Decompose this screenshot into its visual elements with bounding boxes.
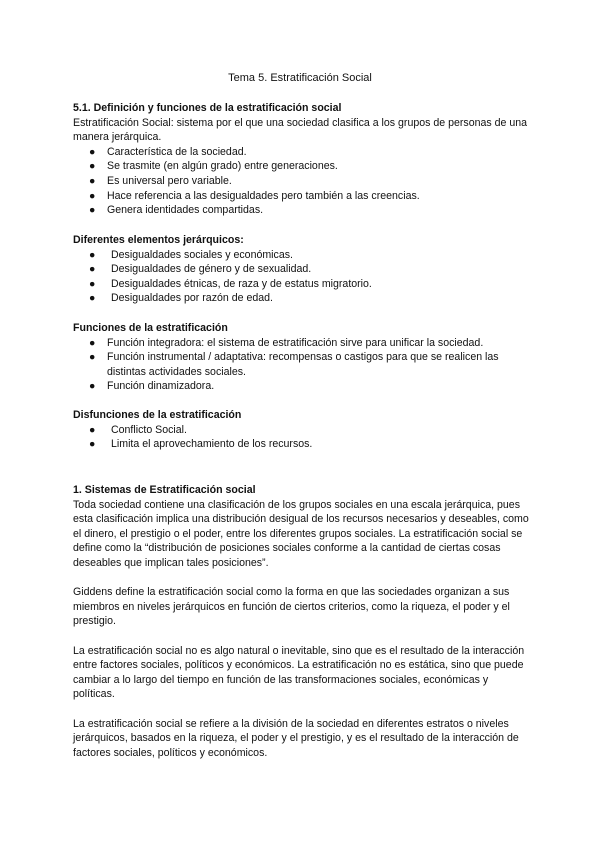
list-item: ● Desigualdades étnicas, de raza y de estatus migratorio. xyxy=(89,277,372,290)
list-item: ● Desigualdades por razón de edad. xyxy=(89,292,273,305)
bullet-icon: ● xyxy=(89,263,96,276)
section-stratification-systems xyxy=(73,483,529,760)
bullet-icon: ● xyxy=(89,438,96,451)
list-item: ● Función integradora: el sistema de estratificación sirve para unificar la sociedad. xyxy=(89,336,484,349)
list-item: ● Hace referencia a las desigualdades pero también a las creencias. xyxy=(89,189,420,202)
bullet-icon: ● xyxy=(89,189,96,202)
bullet-icon: ● xyxy=(89,248,96,261)
bullet-icon: ● xyxy=(89,292,96,305)
section-definition xyxy=(73,101,533,218)
bullet-icon: ● xyxy=(89,145,96,158)
section-functions xyxy=(73,321,533,394)
list-item: ● Limita el aprovechamiento de los recursos. xyxy=(89,438,313,451)
paragraph: Toda sociedad contiene una clasificación de los grupos sociales en una escala jerárquica, pues esta clasificación implica una distribución desigual de los recursos necesarios y deseables, como el dinero, el prestigio o el poder, entre los diferentes grupos sociales. La estratificación social se define como la “distribución de posiciones sociales conforme a la cantidad de ciertas cosas deseables que implican tales posiciones”. xyxy=(73,498,529,569)
section-heading: Diferentes elementos jerárquicos: xyxy=(73,234,244,246)
list-item: ● Función instrumental / adaptativa: recompensas o castigos para que se realicen las distintas actividades sociales. xyxy=(89,351,499,378)
bullet-icon: ● xyxy=(89,174,96,187)
bullet-list xyxy=(73,145,533,218)
section-dysfunctions xyxy=(73,408,533,452)
paragraph: La estratificación social no es algo natural o inevitable, sino que es el resultado de la interacción entre factores sociales, políticos y económicos. La estratificación no es estática, sino que puede cambiar a lo largo del tiempo en función de las transformaciones sociales, económicas y políticas. xyxy=(73,644,525,701)
paragraph: La estratificación social se refiere a la división de la sociedad en diferentes estratos o niveles jerárquicos, basados en la riqueza, el poder y el prestigio, y es el resultado de la interacción de factores sociales, políticos y económicos. xyxy=(73,717,519,759)
bullet-icon: ● xyxy=(89,277,96,290)
list-item: ● Es universal pero variable. xyxy=(89,174,232,187)
bullet-list xyxy=(73,336,533,394)
section-hierarchical-elements xyxy=(73,233,533,306)
list-item: ● Función dinamizadora. xyxy=(89,380,215,393)
bullet-icon: ● xyxy=(89,423,96,436)
list-item: ● Se trasmite (en algún grado) entre generaciones. xyxy=(89,160,338,173)
section-heading: 1. Sistemas de Estratificación social xyxy=(73,484,256,496)
section-heading: Funciones de la estratificación xyxy=(73,322,228,334)
bullet-icon: ● xyxy=(89,336,96,349)
bullet-icon: ● xyxy=(89,351,96,364)
bullet-list xyxy=(73,423,533,452)
section-heading: 5.1. Definición y funciones de la estratificación social xyxy=(73,102,342,114)
paragraph: Giddens define la estratificación social como la forma en que las sociedades organizan a sus miembros en niveles jerárquicos en función de ciertos criterios, como la riqueza, el poder y el prestigio. xyxy=(73,586,510,628)
document-title: Tema 5. Estratificación Social xyxy=(228,72,372,84)
list-item: ● Desigualdades sociales y económicas. xyxy=(89,248,293,261)
list-item: ● Desigualdades de género y de sexualidad. xyxy=(89,263,312,276)
bullet-icon: ● xyxy=(89,160,96,173)
bullet-icon: ● xyxy=(89,204,96,217)
section-intro: Estratificación Social: sistema por el que una sociedad clasifica a los grupos de personas de una manera jerárquica. xyxy=(73,116,528,144)
section-heading: Disfunciones de la estratificación xyxy=(73,409,242,421)
bullet-list xyxy=(73,248,533,306)
list-item: ● Característica de la sociedad. xyxy=(89,145,247,158)
list-item: ● Genera identidades compartidas. xyxy=(89,204,264,217)
list-item: ● Conflicto Social. xyxy=(89,423,187,436)
bullet-icon: ● xyxy=(89,380,96,393)
